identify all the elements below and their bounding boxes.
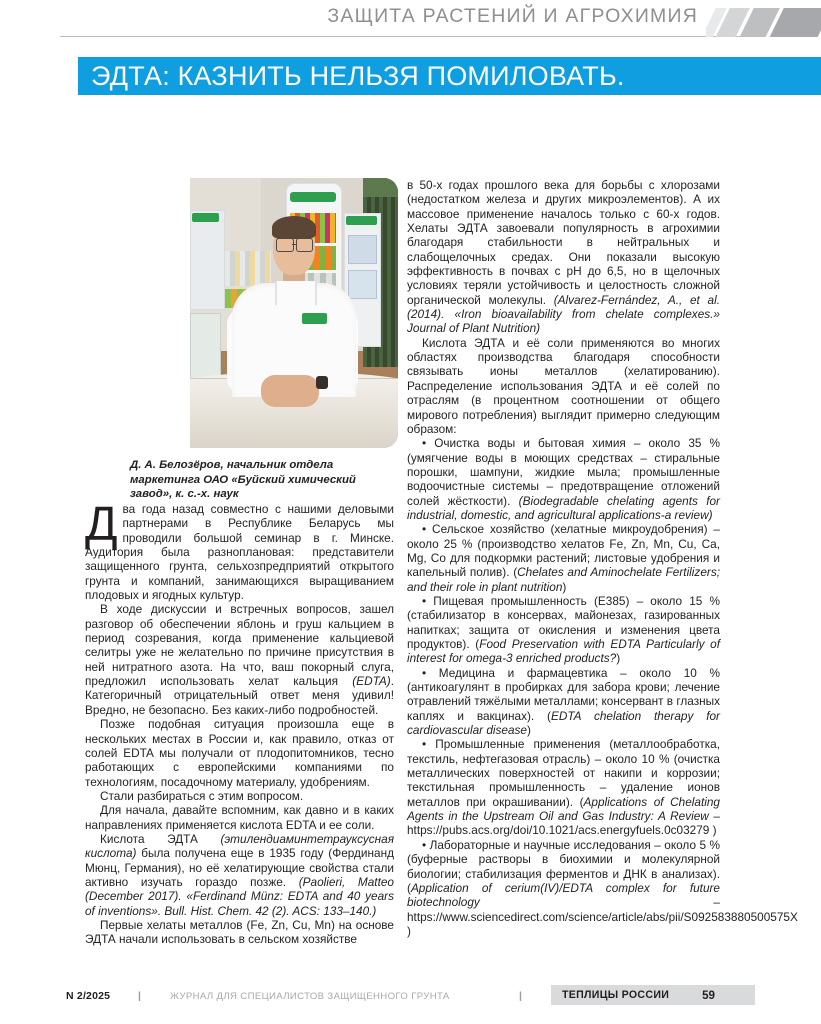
paragraph-3: Позже подобная ситуация произошла еще в нескольких местах в России и, как правило, отказ от солей EDTA мы получали от плодопитомников, тесно работающих с европейскими компаниями по технологиям, посадочному материалу, удобрениям. <box>85 717 394 789</box>
paragraph-7: Первые хелаты металлов (Fe, Zn, Cu, Mn) на основе ЭДТА начали использовать в сельском хозяйстве <box>85 917 394 947</box>
paragraph-2-part-b: . Категоричный отрицательный ответ меня удивил! Вредно, не безопасно. Без каких-либо подробностей. <box>85 674 394 717</box>
photo-glasses-left-lens <box>276 238 293 252</box>
list-item-citation: Food Preservation with EDTA Particularly of interest for omega-3 enriched products? <box>407 637 720 666</box>
paragraph-6-part-a: Кислота ЭДТА <box>100 831 221 846</box>
photo-product-pack-2 <box>348 270 377 299</box>
photo-product-pack-1 <box>348 235 377 264</box>
list-item-text: • Медицина и фармацевтика – около 10 % (антикоагулянт в пробирках для забора крови; лечение отравлений тяжёлыми металлами; консервант в глазных каплях и вакцинах). ( <box>407 665 720 723</box>
article-body-left-column <box>85 498 394 947</box>
list-item-citation: EDTA chelation therapy for cardiovascular disease <box>407 708 720 738</box>
photo-caption: Д. А. Белозёров, начальник отдела маркетинга ОАО «Буйский химический завод», к. с.-х. наук <box>130 459 356 501</box>
page-header <box>0 0 821 46</box>
photo-bottles-row <box>225 251 271 286</box>
paragraph-4: Стали разбираться с этим вопросом. <box>100 788 304 803</box>
photo-wristwatch <box>316 376 328 388</box>
author-photo <box>190 178 398 448</box>
page-number: 59 <box>702 988 715 1002</box>
list-item-citation: Chelates and Aminochelate Fertilizers; and their role in plant nutrition <box>407 565 720 594</box>
list-item-text: • Очистка воды и бытовая химия – около 35 % (умягчение воды в моющих средствах – стиральные порошки, шампуни, жидкие мыла; промышленные водоочистные системы – предотвращение отложений солей жёсткости). <box>407 436 720 508</box>
list-item-text: • Лабораторные и научные исследования – около 5 % (буферные растворы в биохимии и молекулярной биологии; стабилизация ферментов и ДНК в анализах). ( <box>407 837 720 895</box>
list-item <box>407 522 720 594</box>
photo-glasses-right-lens <box>296 238 313 252</box>
paragraph-intro <box>85 498 394 603</box>
paragraph-2-emphasis: (EDTA) <box>352 674 391 689</box>
footer-brand-box <box>551 985 755 1005</box>
list-item-tail: – https://www.sciencedirect.com/science/article/abs/pii/S092583880500575X ) <box>407 895 798 938</box>
footer-tagline: ЖУРНАЛ ДЛЯ СПЕЦИАЛИСТОВ ЗАЩИЩЕННОГО ГРУНТА <box>170 990 450 1002</box>
paragraph-applications-intro: Кислота ЭДТА и её соли применяются во многих областях производства благодаря способности связывать ионы металлов (хелатированию). Распределение использования ЭДТА и её солей по отраслям (в процентном соотношении от общего мирового потребления) выглядит примерно следующим образом: <box>407 335 720 436</box>
paragraph-continued-citation: (Alvarez-Fernández, A., et al. (2014). «Iron bioavailability from chelate complexes.» Journal of Plant Nutrition) <box>407 292 720 336</box>
list-item-citation: (Biodegradable chelating agents for industrial, domestic, and agricultural applications-a review) <box>407 493 720 522</box>
paragraph-2-part-a: В ходе дискуссии и встречных вопросов, зашел разговор об обеспечении яблонь и груш кальцием в период созревания, когда применение кальциевой селитры уже не желательно по причине присутствия в ней нитратного азота. На что, ваш покорный слуга, предложил использовать хелат кальция <box>85 602 394 689</box>
photo-fertilizer-bag <box>190 313 221 380</box>
list-item-text: • Сельское хозяйство (хелатные микроудобрения) – около 25 % (производство хелатов Fe, Zn, Mn, Cu, Ca, Mg, Co для подкормки растений; листовые удобрения и капельный полив). ( <box>407 522 720 580</box>
article-body-right-column <box>407 178 798 938</box>
list-item-text: • Пищевая промышленность (Е385) – около 15 % (стабилизатор в консервах, майонезах, газированных напитках; защита от окисления и изменения цвета продуктов). ( <box>407 593 720 651</box>
paragraph-2 <box>85 602 394 717</box>
footer-separator-2: | <box>519 990 522 1002</box>
photo-curtain-valance <box>363 178 398 197</box>
paragraph-6-emphasis-1: (этилендиаминтетрауксусная кислота) <box>85 831 394 861</box>
photo-display-stand-right-header <box>346 216 377 225</box>
list-item-tail: ) <box>562 579 567 594</box>
page-footer <box>0 985 821 1007</box>
section-kicker: ЗАЩИТА РАСТЕНИЙ И АГРОХИМИЯ <box>327 5 698 27</box>
photo-polo-logo <box>302 313 327 324</box>
photo-glasses-bridge <box>292 244 296 245</box>
footer-issue-number: N 2/2025 <box>66 990 111 1002</box>
paragraph-6-citation: (Paolieri, Matteo (December 2017). «Ferdinand Münz: EDTA and 40 years of inventions». Bull. Hist. Chem. 42 (2). ACS: 133–140.) <box>85 874 394 918</box>
list-item-citation: Applications of Chelating Agents in the Upstream Oil and Gas Industry: A Review <box>407 794 720 824</box>
list-item-tail: – https://pubs.acs.org/doi/10.1021/acs.energyfuels.0c03279 ) <box>407 809 720 838</box>
list-item <box>407 737 720 837</box>
drop-cap: Д <box>85 498 118 551</box>
paragraph-continued <box>407 178 720 336</box>
article-title-bar <box>78 57 821 95</box>
list-item-citation: Application of cerium(IV)/EDTA complex for future biotechnology <box>407 880 720 910</box>
page-title: ЭДТА: КАЗНИТЬ НЕЛЬЗЯ ПОМИЛОВАТЬ. <box>91 60 625 91</box>
photo-person-hands <box>261 375 319 407</box>
photo-shelf-left <box>190 210 225 309</box>
footer-separator-1: | <box>138 990 141 1002</box>
header-divider <box>60 36 760 37</box>
photo-display-stand-header <box>290 192 336 203</box>
footer-brand-name: ТЕПЛИЦЫ РОССИИ <box>562 989 670 1001</box>
list-item <box>407 837 798 938</box>
photo-person-hair <box>272 216 316 239</box>
list-item-tail: ) <box>616 651 621 666</box>
paragraph-5: Для начала, давайте вспомним, как давно и в каких направлениях применяется кислота EDTA и ее соли. <box>85 803 394 832</box>
paragraph-continued-text: в 50-х годах прошлого века для борьбы с хлорозами (недостатком железа и других микроэлементов). А их массовое применение началось только с 60-х годов. Хелаты ЭДТА завоевали популярность в агрохимии благодаря стабильности в нейтральных и слабощелочных средах. Они показали высокую эффективность в почвах с рН до 6,5, но в щелочных условиях теряли устойчивость и целостность сложной органической молекулы. <box>407 178 720 307</box>
list-item-tail: ) <box>527 723 531 738</box>
photo-shelf-left-header <box>192 213 219 222</box>
paragraph-6-part-b: была получена еще в 1935 году (Фердинанд Мюнц, Германия), но её хелатирующие свойства стали активно изучать гораздо позже. <box>85 846 394 889</box>
paragraph-6 <box>85 832 394 918</box>
list-item <box>407 594 720 666</box>
list-item <box>407 666 720 738</box>
list-item-text: • Промышленные применения (металлообработка, текстиль, нефтегазовая отрасль) – около 10 % (очистка металлических поверхностей от накипи и коррозии; текстильная промышленность – удаление ионов металлов при окрашивании). ( <box>407 737 720 809</box>
header-diagonal-stripes-decoration <box>706 8 821 37</box>
list-item <box>407 436 720 522</box>
photo-person-collar <box>275 281 316 305</box>
paragraph-intro-text: ва года назад совместно с нашими деловыми партнерами в Республике Беларусь мы проводили большой семинар в г. Минске. Аудитория была разноплановая: представители защищенного грунта, сельхозпредприятий открытого грунта и компаний, занимающихся выращиванием плодовых и ягодных культур. <box>85 502 394 603</box>
